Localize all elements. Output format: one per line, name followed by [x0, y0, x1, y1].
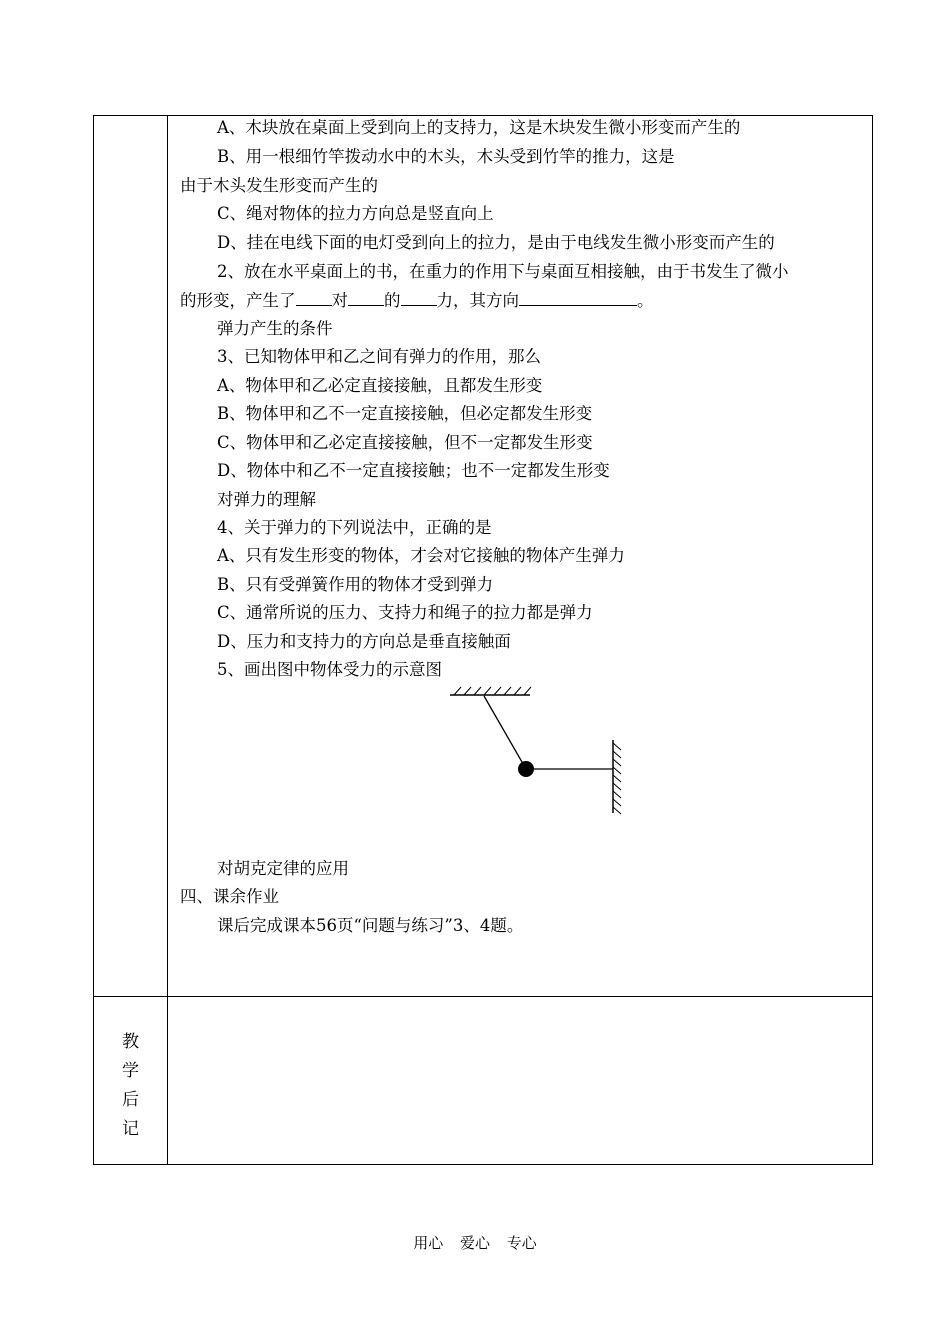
section-understanding: 对弹力的理解 — [217, 490, 316, 509]
q4-stem: 4、关于弹力的下列说法中，正确的是 — [217, 518, 492, 537]
wall-hatch — [613, 743, 621, 814]
section-condition: 弹力产生的条件 — [217, 319, 333, 338]
q1-option-b-line1: B、用一根细竹竿拨动水中的木头，木头受到竹竿的推力，这是 — [217, 147, 675, 166]
homework-text: 课后完成课本56页“问题与练习”3、4题。 — [217, 916, 524, 935]
q2-line1: 2、放在水平桌面上的书，在重力的作用下与桌面互相接触，由于书发生了微小 — [217, 262, 789, 281]
q2-blank-3[interactable] — [401, 289, 437, 306]
q1-option-a: A、木块放在桌面上受到向上的支持力，这是木块发生微小形变而产生的 — [217, 118, 741, 137]
ceiling-hatch — [454, 687, 531, 695]
side-label-char-3: 后 — [122, 1090, 139, 1110]
q3-option-b: B、物体甲和乙不一定直接接触，但必定都发生形变 — [217, 404, 593, 423]
q3-option-a: A、物体甲和乙必定直接接触，且都发生形变 — [217, 376, 543, 395]
force-diagram — [440, 685, 640, 820]
q1-option-c: C、绳对物体的拉力方向总是竖直向上 — [217, 204, 494, 223]
object-ball — [518, 761, 534, 777]
q2-text-2: 对 — [331, 291, 348, 310]
q2-text-5: 。 — [637, 291, 654, 310]
side-label-char-4: 记 — [122, 1119, 139, 1139]
q5-stem: 5、画出图中物体受力的示意图 — [217, 660, 442, 679]
column-divider — [167, 115, 168, 1165]
q2-blank-1[interactable] — [296, 289, 332, 306]
q3-option-d: D、物体中和乙不一定直接接触；也不一定都发生形变 — [217, 461, 610, 480]
q2-blank-2[interactable] — [348, 289, 384, 306]
footer-word-1: 用心 — [413, 1234, 444, 1252]
footer-word-2: 爱心 — [459, 1234, 490, 1252]
row-divider — [93, 996, 873, 997]
section-hooke: 对胡克定律的应用 — [217, 859, 349, 878]
side-label-char-1: 教 — [122, 1032, 139, 1052]
side-label-char-2: 学 — [122, 1061, 139, 1081]
q1-option-d: D、挂在电线下面的电灯受到向上的拉力，是由于电线发生微小形变而产生的 — [217, 233, 775, 252]
q4-option-b: B、只有受弹簧作用的物体才受到弹力 — [217, 575, 494, 594]
section-homework: 四、课余作业 — [180, 887, 279, 906]
q4-option-c: C、通常所说的压力、支持力和绳子的拉力都是弹力 — [217, 603, 593, 622]
q4-option-a: A、只有发生形变的物体，才会对它接触的物体产生弹力 — [217, 546, 625, 565]
q3-option-c: C、物体甲和乙必定直接接触，但不一定都发生形变 — [217, 433, 593, 452]
q4-option-d: D、压力和支持力的方向总是垂直接触面 — [217, 632, 511, 651]
footer-word-3: 专心 — [506, 1234, 537, 1252]
q2-line2 — [180, 289, 654, 312]
page-footer — [0, 1232, 950, 1253]
q2-text-1: 的形变，产生了 — [180, 291, 296, 310]
q1-option-b-line2: 由于木头发生形变而产生的 — [180, 176, 378, 195]
q2-text-3: 的 — [384, 291, 401, 310]
q2-text-4: 力，其方向 — [436, 291, 519, 310]
q2-blank-4[interactable] — [519, 289, 637, 306]
q3-stem: 3、已知物体甲和乙之间有弹力的作用，那么 — [217, 347, 541, 366]
slanted-rope — [484, 696, 526, 769]
